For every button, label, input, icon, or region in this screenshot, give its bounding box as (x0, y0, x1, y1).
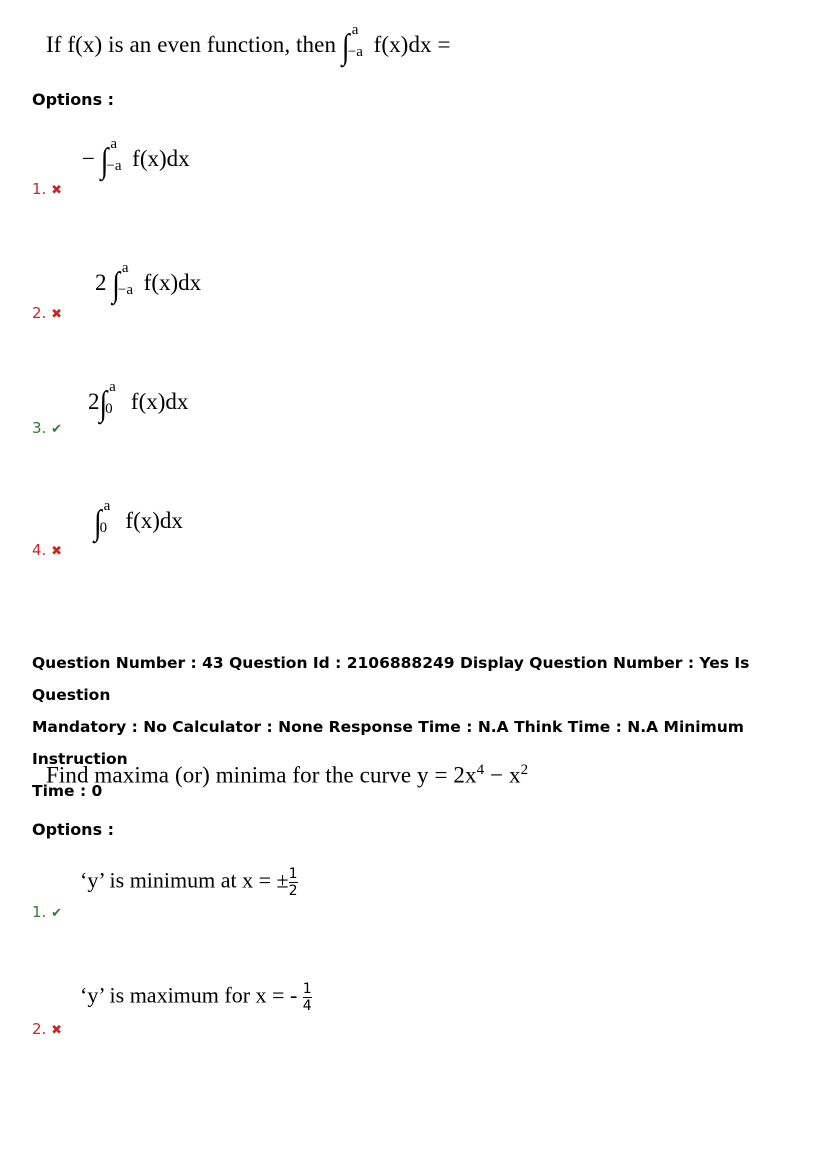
integrand: f(x)dx (373, 32, 432, 57)
option-number: 1. ✔ (32, 903, 62, 921)
option-4-formula: ∫ a 0 f(x)dx (94, 498, 183, 543)
integral-sign: ∫ (112, 266, 120, 305)
integral-sign: ∫ (94, 504, 102, 543)
wrong-mark-icon: ✖ (51, 183, 62, 198)
question-metadata: Question Number : 43 Question Id : 2106888249 Display Question Number : Yes Is Question Mandatory : No Calculator : None Response Time : N.A Think Time : N.A Minimum Instruction Time : 0 (32, 654, 750, 800)
wrong-mark-icon: ✖ (51, 1023, 62, 1038)
fraction: $\frac{1}{4}$ (302, 981, 312, 1014)
integral-sign: ∫ (341, 28, 350, 67)
option-number: 2. ✖ (32, 304, 62, 322)
option-number: 4. ✖ (32, 541, 62, 559)
option-number: 2. ✖ (32, 1020, 62, 1038)
question-stem: If f(x) is an even function, then ∫ a −a f(x)dx = (46, 22, 451, 67)
option-2-text: ‘y’ is maximum for x = - $\frac{1}{4}$ (80, 981, 312, 1014)
integral-sign: ∫ (100, 142, 109, 181)
wrong-mark-icon: ✖ (51, 307, 62, 322)
fraction: $\frac{1}{2}$ (288, 866, 298, 899)
option-1-formula: − ∫ a −a f(x)dx (82, 136, 190, 181)
check-mark-icon: ✔ (51, 906, 62, 921)
integral-limits: a −a (347, 22, 364, 60)
option-2-formula: 2 ∫ a −a f(x)dx (95, 260, 202, 305)
question-stem: Find maxima (or) minima for the curve $y = 2x^4 - x^2$ (46, 762, 529, 788)
stem-text: If f(x) is an even function, then (46, 32, 342, 57)
options-label: Options : (32, 820, 115, 839)
option-number: 1. ✖ (32, 180, 62, 198)
option-3-formula: 2∫ a 0 f(x)dx (88, 379, 189, 424)
option-1-text: ‘y’ is minimum at x = ± $\frac{1}{2}$ (80, 866, 298, 899)
check-mark-icon: ✔ (51, 422, 62, 437)
options-label: Options : (32, 90, 115, 109)
option-number: 3. ✔ (32, 419, 62, 437)
integral-sign: ∫ (99, 385, 108, 424)
wrong-mark-icon: ✖ (51, 544, 62, 559)
